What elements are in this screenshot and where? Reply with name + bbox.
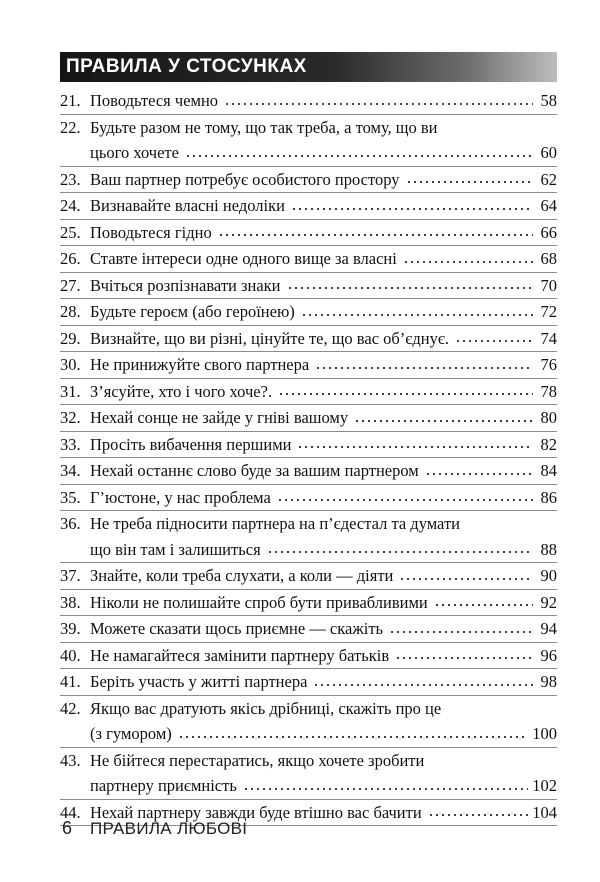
- dot-leader: [277, 496, 533, 504]
- toc-entry-line: [60, 405, 557, 431]
- toc-entry-page: 104: [532, 802, 557, 822]
- toc-entry-line: [60, 458, 557, 484]
- toc-entry-title: Нехай сонце не зайде у гніві вашому: [90, 408, 349, 427]
- toc-entry-line: [60, 115, 557, 141]
- section-header: [60, 52, 557, 82]
- toc-entry: [60, 696, 557, 748]
- toc-entry-page: 62: [540, 169, 557, 189]
- toc-entry-number: 29.: [60, 328, 81, 348]
- toc-entry-line: [60, 220, 557, 246]
- toc-entry-line: [60, 748, 557, 774]
- toc-entry-line: [60, 88, 557, 114]
- toc-entry-line: [60, 721, 557, 747]
- toc-entry-page: 90: [540, 566, 557, 585]
- toc-entry: [60, 379, 557, 406]
- toc-entry-title: Беріть участь у житті партнера: [90, 672, 308, 691]
- toc-entry-number: 37.: [60, 566, 81, 585]
- toc-entry: [60, 326, 557, 353]
- toc-entry: [60, 643, 557, 670]
- toc-entry: [60, 299, 557, 326]
- toc-entry-page: 80: [540, 408, 557, 427]
- toc-entry-line: [60, 246, 557, 272]
- toc-entry-line: [60, 326, 557, 352]
- toc-entry-number: 26.: [60, 249, 81, 268]
- toc-entry-title: Не принижуйте свого партнера: [90, 355, 310, 374]
- toc-entry: [60, 115, 557, 167]
- dot-leader: [354, 417, 533, 425]
- toc-entry-line: [60, 140, 557, 166]
- toc-entry-line: [60, 167, 557, 193]
- toc-entry-page: 88: [540, 539, 557, 559]
- toc-entry-title: Не бійтеся перестаратись, якщо хочете зробити: [90, 750, 425, 770]
- toc-entry-number: 24.: [60, 196, 81, 215]
- toc-entry: [60, 432, 557, 459]
- toc-entry-number: 35.: [60, 487, 81, 507]
- toc-entry-number: 39.: [60, 619, 81, 638]
- toc-entry: [60, 352, 557, 379]
- toc-entry-line: [60, 299, 557, 325]
- dot-leader: [224, 100, 533, 108]
- toc-entry-title: (з гумором): [90, 724, 172, 743]
- toc-entry-number: 25.: [60, 222, 81, 242]
- toc-entry-title: Знайте, коли треба слухати, а коли — діяти: [90, 566, 394, 585]
- toc-entry-line: [60, 669, 557, 695]
- toc-entry-page: 66: [540, 222, 557, 242]
- toc-entry-page: 82: [540, 434, 557, 454]
- toc-entry-page: 84: [540, 461, 557, 480]
- toc-entry-number: 30.: [60, 355, 81, 374]
- toc-entry: [60, 88, 557, 115]
- dot-leader: [313, 681, 533, 689]
- dot-leader: [434, 601, 533, 609]
- toc-entry-line: [60, 432, 557, 458]
- toc-entry: [60, 485, 557, 512]
- toc-entry: [60, 748, 557, 800]
- toc-entry-number: 27.: [60, 275, 81, 295]
- toc-entry-page: 60: [540, 143, 557, 162]
- toc-entry-number: 40.: [60, 645, 81, 665]
- toc-entry-number: 22.: [60, 117, 81, 137]
- dot-leader: [178, 733, 528, 741]
- toc-entry-page: 72: [540, 302, 557, 321]
- toc-entry-title: Будьте героєм (або героїнею): [90, 302, 295, 321]
- toc-entry-line: [60, 773, 557, 799]
- toc-entry-number: 21.: [60, 91, 81, 110]
- dot-leader: [389, 628, 533, 636]
- dot-leader: [395, 654, 533, 662]
- toc-entry: [60, 563, 557, 590]
- dot-leader: [287, 284, 533, 292]
- toc-entry-page: 100: [532, 724, 557, 743]
- toc-entry-title: Визнавайте власні недоліки: [90, 196, 285, 215]
- toc-entry-page: 70: [540, 275, 557, 295]
- toc-entry-number: 33.: [60, 434, 81, 454]
- toc-entry-line: [60, 590, 557, 616]
- toc-entry: [60, 669, 557, 696]
- toc-entry: [60, 590, 557, 617]
- toc-entry-title: що він там і залишиться: [90, 539, 261, 559]
- toc-entry-page: 92: [540, 592, 557, 612]
- toc-entry: [60, 167, 557, 194]
- dot-leader: [406, 178, 533, 186]
- toc-entry-number: 28.: [60, 302, 81, 321]
- dot-leader: [428, 811, 529, 819]
- toc-entry-page: 76: [540, 355, 557, 374]
- toc-entry-number: 31.: [60, 381, 81, 401]
- toc-entry-number: 38.: [60, 592, 81, 612]
- dot-leader: [399, 575, 533, 583]
- toc-entry-number: 43.: [60, 750, 81, 770]
- toc-entry: [60, 405, 557, 432]
- toc-entry-page: 96: [540, 645, 557, 665]
- toc-entry-title: Не намагайтеся замінити партнеру батьків: [90, 645, 390, 665]
- toc-entry-number: 23.: [60, 169, 81, 189]
- dot-leader: [403, 258, 533, 266]
- running-title: ПРАВИЛА ЛЮБОВІ: [90, 819, 248, 838]
- dot-leader: [297, 443, 533, 451]
- table-of-contents: [60, 88, 557, 826]
- toc-entry-title: Якщо вас дратують якісь дрібниці, скажіть про це: [90, 698, 442, 718]
- toc-entry-page: 68: [540, 249, 557, 268]
- dot-leader: [267, 548, 533, 556]
- toc-entry-line: [60, 537, 557, 563]
- toc-entry-line: [60, 563, 557, 589]
- toc-entry-page: 98: [540, 672, 557, 691]
- toc-entry-line: [60, 511, 557, 537]
- toc-entry-title: Ваш партнер потребує особистого простору: [90, 169, 400, 189]
- toc-entry-line: [60, 616, 557, 642]
- toc-entry-title: Не треба підносити партнера на п’єдестал та думати: [90, 514, 460, 533]
- toc-entry-page: 102: [532, 776, 557, 795]
- toc-entry: [60, 458, 557, 485]
- toc-entry-title: Можете сказати щось приємне — скажіть: [90, 619, 384, 638]
- toc-entry: [60, 246, 557, 273]
- toc-entry-number: 36.: [60, 514, 81, 533]
- dot-leader: [301, 311, 533, 319]
- toc-entry-page: 74: [540, 328, 557, 348]
- toc-entry-title: цього хочете: [90, 143, 179, 162]
- toc-entry-title: Нехай партнеру завжди буде втішно вас бачити: [90, 802, 422, 822]
- dot-leader: [425, 470, 533, 478]
- toc-entry-line: [60, 352, 557, 378]
- toc-entry-title: Вчіться розпізнавати знаки: [90, 275, 281, 295]
- toc-entry-page: 64: [540, 196, 557, 215]
- toc-entry-number: 34.: [60, 461, 81, 480]
- toc-entry: [60, 511, 557, 563]
- toc-entry-line: [60, 696, 557, 722]
- toc-entry-title: Ніколи не полишайте спроб бути привабливими: [90, 592, 428, 612]
- toc-entry-page: 94: [540, 619, 557, 638]
- dot-leader: [455, 337, 533, 345]
- toc-entry-line: [60, 193, 557, 219]
- toc-entry-title: Нехай останнє слово буде за вашим партнером: [90, 461, 419, 480]
- toc-entry-title: Ставте інтереси одне одного вище за власні: [90, 249, 397, 268]
- toc-entry-title: З’ясуйте, хто і чого хоче?.: [90, 381, 273, 401]
- toc-entry-line: [60, 643, 557, 669]
- toc-entry: [60, 273, 557, 300]
- toc-entry-line: [60, 379, 557, 405]
- toc-entry: [60, 193, 557, 220]
- toc-entry: [60, 220, 557, 247]
- dot-leader: [291, 205, 533, 213]
- toc-entry-page: 58: [540, 91, 557, 110]
- toc-entry-title: Поводьтеся чемно: [90, 91, 219, 110]
- dot-leader: [278, 390, 533, 398]
- dot-leader: [185, 152, 533, 160]
- toc-entry-title: Просіть вибачення першими: [90, 434, 292, 454]
- toc-entry-line: [60, 485, 557, 511]
- toc-entry: [60, 616, 557, 643]
- toc-entry-title: Поводьтеся гідно: [90, 222, 212, 242]
- dot-leader: [243, 785, 528, 793]
- toc-entry-title: Визнайте, що ви різні, цінуйте те, що вас об’єднує.: [90, 328, 450, 348]
- toc-entry-title: партнеру приємність: [90, 776, 237, 795]
- toc-entry-line: [60, 273, 557, 299]
- toc-entry-number: 42.: [60, 698, 81, 718]
- page-number: 6: [62, 818, 73, 838]
- toc-entry-number: 44.: [60, 802, 81, 822]
- section-title: ПРАВИЛА У СТОСУНКАХ: [66, 56, 307, 77]
- toc-entry-number: 32.: [60, 408, 81, 427]
- toc-entry-page: 78: [540, 381, 557, 401]
- toc-entry-number: 41.: [60, 672, 81, 691]
- page-footer: [62, 818, 247, 839]
- toc-entry-title: Будьте разом не тому, що так треба, а тому, що ви: [90, 117, 438, 137]
- toc-entry-title: Г’юстоне, у нас проблема: [90, 487, 271, 507]
- dot-leader: [218, 231, 533, 239]
- dot-leader: [315, 364, 533, 372]
- toc-entry-page: 86: [540, 487, 557, 507]
